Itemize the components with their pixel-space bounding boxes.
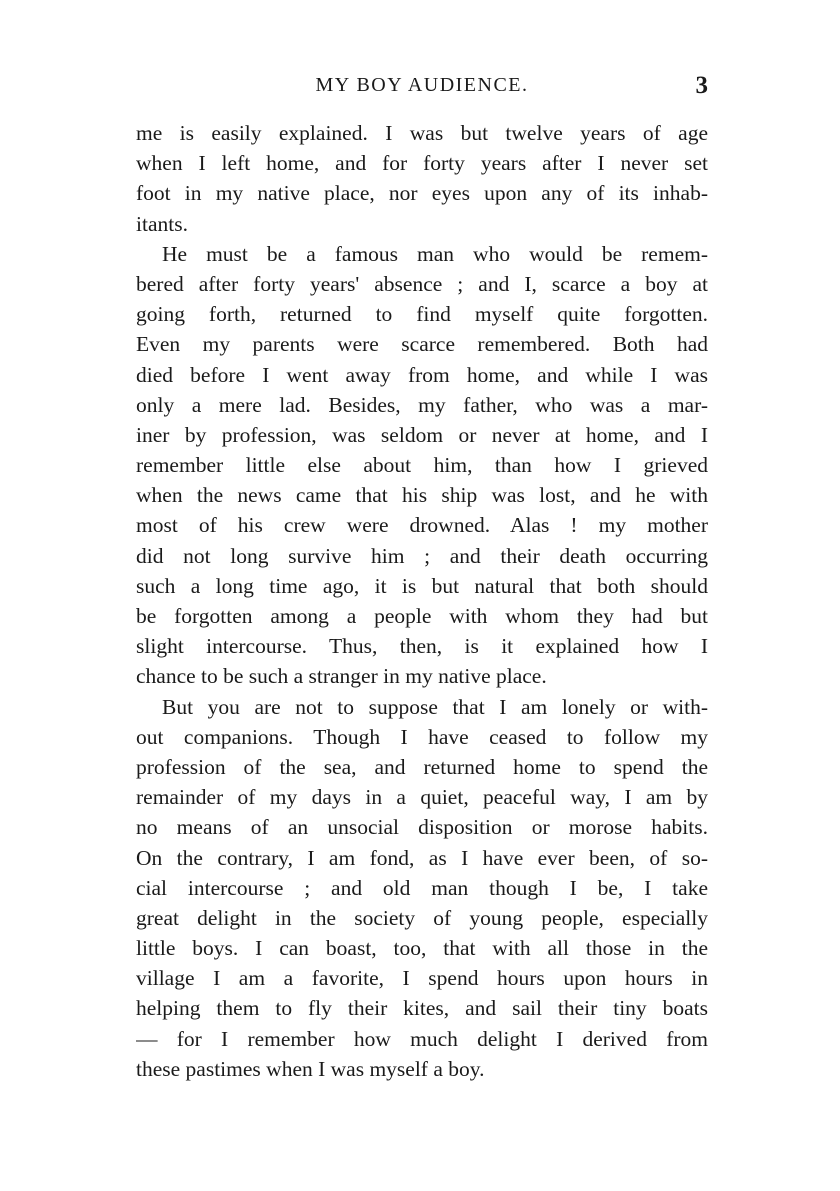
text-line: helping them to fly their kites, and sail their tiny boats	[136, 996, 708, 1021]
text-line: But you are not to suppose that I am lonely or with-	[162, 694, 708, 719]
text-line: little boys. I can boast, too, that with all those in the	[136, 936, 708, 961]
running-head	[136, 74, 708, 104]
text-line: profession of the sea, and returned home to spend the	[136, 754, 708, 779]
text-line: iner by profession, was seldom or never at home, and I	[136, 422, 708, 447]
text-line: these pastimes when I was myself a boy.	[136, 1056, 485, 1081]
text-line: Even my parents were scarce remembered. Both had	[136, 332, 708, 357]
text-line: He must be a famous man who would be remem-	[162, 241, 708, 266]
text-line: be forgotten among a people with whom they had but	[136, 604, 708, 628]
text-line: bered after forty years' absence ; and I, scarce a boy at	[136, 271, 708, 296]
text-line: me is easily explained. I was but twelve years of age	[136, 121, 708, 145]
text-line: most of his crew were drowned. Alas ! my mother	[136, 513, 708, 538]
text-line: did not long survive him ; and their death occurring	[136, 543, 708, 568]
text-line: great delight in the society of young people, especially	[136, 905, 708, 930]
text-line: only a mere lad. Besides, my father, who was a mar-	[136, 392, 708, 417]
text-line: village I am a favorite, I spend hours upon hours in	[136, 966, 708, 991]
text-line: when the news came that his ship was lost, and he with	[136, 483, 708, 508]
text-line: died before I went away from home, and while I was	[136, 362, 708, 387]
text-line: remember little else about him, than how I grieved	[136, 453, 708, 478]
text-line: when I left home, and for forty years after I never set	[136, 151, 708, 176]
running-title: MY BOY AUDIENCE.	[315, 74, 529, 96]
text-line: going forth, returned to find myself quite forgotten.	[136, 302, 708, 327]
text-line: cial intercourse ; and old man though I be, I take	[136, 875, 708, 900]
text-line: out companions. Though I have ceased to follow my	[136, 724, 708, 749]
text-line: slight intercourse. Thus, then, is it explained how I	[136, 634, 708, 659]
text-line: chance to be such a stranger in my native place.	[136, 664, 547, 689]
text-line: foot in my native place, nor eyes upon any of its inhab-	[136, 181, 708, 206]
text-line: itants.	[136, 211, 188, 236]
text-line: On the contrary, I am fond, as I have ever been, of so-	[136, 845, 708, 870]
page-number: 3	[695, 72, 708, 99]
text-line: — for I remember how much delight I derived from	[136, 1026, 708, 1051]
text-line: remainder of my days in a quiet, peaceful way, I am by	[136, 785, 708, 810]
body-text	[136, 118, 708, 1084]
text-line: such a long time ago, it is but natural that both should	[136, 573, 708, 598]
text-line: no means of an unsocial disposition or morose habits.	[136, 815, 708, 840]
